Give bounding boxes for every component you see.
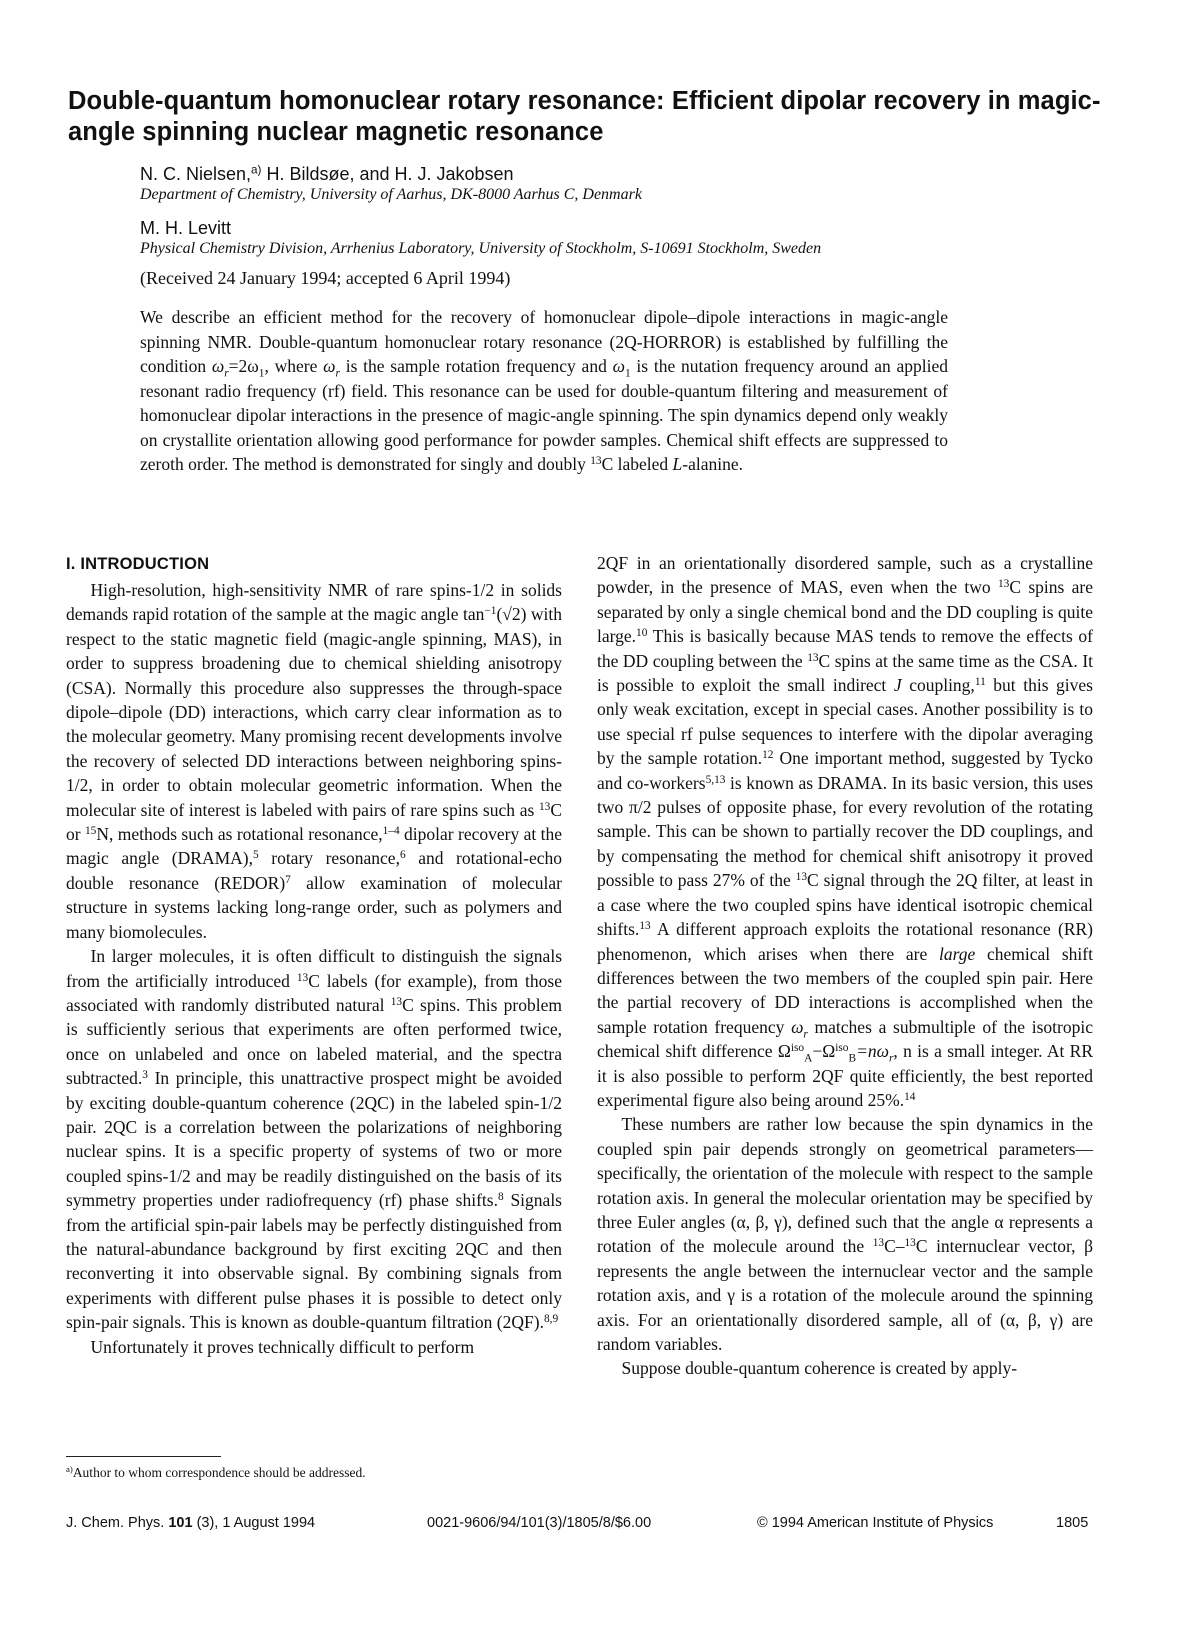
intro-paragraph-3-continued: 2QF in an orientationally disordered sample, such as a crystalline powder, in the presence of MAS, even when the two $^{13}$C spins are separated by only a single chemical bond and the DD coupling is quite large.$^{10}$ This is basically because MAS tends to remove the effects of the DD coupling between the $^{13}$C spins at the same time as the CSA. It is possible to exploit the small indirect J coupling,$^{11}$ but this gives only weak excitation, except in special cases. Another possibility is to use special rf pulse sequences to interfere with the dipolar averaging by the sample rotation.$^{12}$ One important method, suggested by Tycko and co-workers$^{5,13}$ is known as DRAMA. In its basic version, this uses two π/2 pulses of opposite phase, for every revolution of the rotating sample. This can be shown to partially recover the DD couplings, and by compensating the method for chemical shift anisotropy it proved possible to pass 27% of the $^{13}$C signal through the 2Q filter, at least in a case where the two coupled spins have identical isotropic chemical shifts.$^{13}$ A different approach exploits the rotational resonance (RR) phenomenon, which arises when there are large chemical shift differences between the two members of the coupled spin pair. Here the partial recovery of DD interactions is accomplished when the sample rotation frequency $\omega_r$ matches a submultiple of the isotropic chemical shift difference $\Omega^{iso}_A-\Omega^{iso}_B=n\omega_r$, n is a small integer. At RR it is also possible to perform 2QF quite efficiently, the best reported experimental figure also being around 25%.$^{14}$ [597,553,1094,1110]
journal-citation: J. Chem. Phys. 101 (3), 1 August 1994 [66,1515,316,1531]
citation-ref[interactable]: 8 [497,1190,504,1203]
affiliation-2: Physical Chemistry Division, Arrhenius Laboratory, University of Stockholm, S-10691 Stockholm, Sweden [140,240,822,257]
citation-ref[interactable]: 8,9 [543,1312,559,1325]
copyright-notice: © 1994 American Institute of Physics [757,1515,994,1531]
authors-line-1: N. C. Nielsen,$^{a)}$ H. Bildsøe, and H. J. Jakobsen [140,163,514,184]
citation-ref[interactable]: 5 [252,849,259,862]
citation-ref[interactable]: 14 [904,1090,916,1103]
citation-ref[interactable]: 13 [639,919,651,932]
footnote: $^{a)}$Author to whom correspondence should be addressed. [66,1464,366,1480]
abstract: We describe an efficient method for the recovery of homonuclear dipole–dipole interactions in magic-angle spinning NMR. Double-quantum homonuclear rotary resonance (2Q-HORROR) is established by fulfilling the condition $\omega_r=2\omega_1$, where $\omega_r$ is the sample rotation frequency and $\omega_1$ is the nutation frequency around an applied resonant radio frequency (rf) field. This resonance can be used for double-quantum filtering and measurement of homonuclear dipolar interactions in the presence of magic-angle spinning. The spin dynamics depend only weakly on crystallite orientation allowing good performance for powder samples. Chemical shift effects are suppressed to zeroth order. The method is demonstrated for singly and doubly $^{13}$C labeled L-alanine. [140,307,948,474]
intro-paragraph-4: These numbers are rather low because the spin dynamics in the coupled spin pair depends strongly on geometrical parameters—specifically, the orientation of the molecule with respect to the sample rotation axis. In general the molecular orientation may be specified by three Euler angles (α, β, γ), defined such that the angle α represents a rotation of the molecule around the $^{13}$C–$^{13}$C internuclear vector, β represents the angle between the internuclear vector and the sample rotation axis, and γ is a rotation of the molecule around the spinning axis. For an orientationally disordered sample, all of (α, β, γ) are random variables. [597,1114,1093,1354]
citation-ref[interactable]: 11 [974,675,986,688]
page-number: 1805 [1056,1515,1089,1531]
intro-paragraph-5: Suppose double-quantum coherence is created by apply- [621,1358,1018,1379]
citation-ref[interactable]: 1–4 [382,824,400,837]
article-title: Double-quantum homonuclear rotary resonance: Efficient dipolar recovery in magic-angle spinning nuclear magnetic resonance [68,87,1101,146]
right-column [597,551,1093,1381]
affiliation-1: Department of Chemistry, University of Aarhus, DK-8000 Aarhus C, Denmark [140,186,642,203]
author-footnote-mark[interactable]: a) [251,163,262,177]
intro-paragraph-3: Unfortunately it proves technically difficult to perform [90,1336,475,1357]
intro-paragraph-2: In larger molecules, it is often difficult to distinguish the signals from the artificially introduced $^{13}$C labels (for example), from those associated with randomly distributed natural $^{13}$C spins. This problem is sufficiently serious that experiments are often performed twice, once on unlabeled and once on labeled material, and the spectra subtracted.$^3$ In principle, this unattractive prospect might be avoided by exciting double-quantum coherence (2QC) in the labeled spin-1/2 pair. 2QC is a correlation between the polarizations of neighboring nuclear spins. It is a specific property of systems of two or more coupled spins-1/2 and may be readily distinguished on the basis of its symmetry properties under radiofrequency (rf) phase shifts.$^8$ Signals from the artificial spin-pair labels may be perfectly distinguished from the natural-abundance background by first exciting 2QC and then reconverting it into observable signal. By combining signals from experiments with different pulse phases it is possible to detect only spin-pair signals. This is known as double-quantum filtration (2QF).$^{8,9}$ [66,946,562,1333]
citation-ref[interactable]: 3 [142,1068,148,1081]
author-group-1 [140,163,1120,205]
section-heading-introduction: I. INTRODUCTION [66,555,210,573]
citation-ref[interactable]: 10 [636,626,648,639]
received-dates: (Received 24 January 1994; accepted 6 April 1994) [140,268,511,288]
footnote-divider [66,1456,221,1457]
author-group-2 [140,217,1120,259]
article-code: 0021-9606/94/101(3)/1805/8/$6.00 [427,1515,652,1531]
intro-paragraph-1: High-resolution, high-sensitivity NMR of rare spins-1/2 in solids demands rapid rotation of the sample at the magic angle $\tan^{-1}(√2)$ with respect to the static magnetic field (magic-angle spinning, MAS), in order to suppress broadening due to chemical shielding anisotropy (CSA). Normally this procedure also suppresses the through-space dipole–dipole (DD) interactions, which carry clear information as to the molecular geometry. Many promising recent developments involve the recovery of selected DD interactions between neighboring spins-1/2, in order to obtain molecular geometric information. When the molecular site of interest is labeled with pairs of rare spins such as $^{13}$C or $^{15}$N, methods such as rotational resonance,$^{1-4}$ dipolar recovery at the magic angle (DRAMA),$^5$ rotary resonance,$^6$ and rotational-echo double resonance (REDOR)$^7$ allow examination of molecular structure in systems lacking long-range order, such as polymers and many biomolecules. [66,580,562,942]
citation-ref[interactable]: 12 [762,749,774,761]
citation-ref[interactable]: 5,13 [705,773,726,786]
authors-line-2: M. H. Levitt [140,218,232,238]
left-column [66,553,562,1359]
citation-ref[interactable]: 6 [399,849,406,862]
citation-ref[interactable]: 7 [285,873,291,886]
